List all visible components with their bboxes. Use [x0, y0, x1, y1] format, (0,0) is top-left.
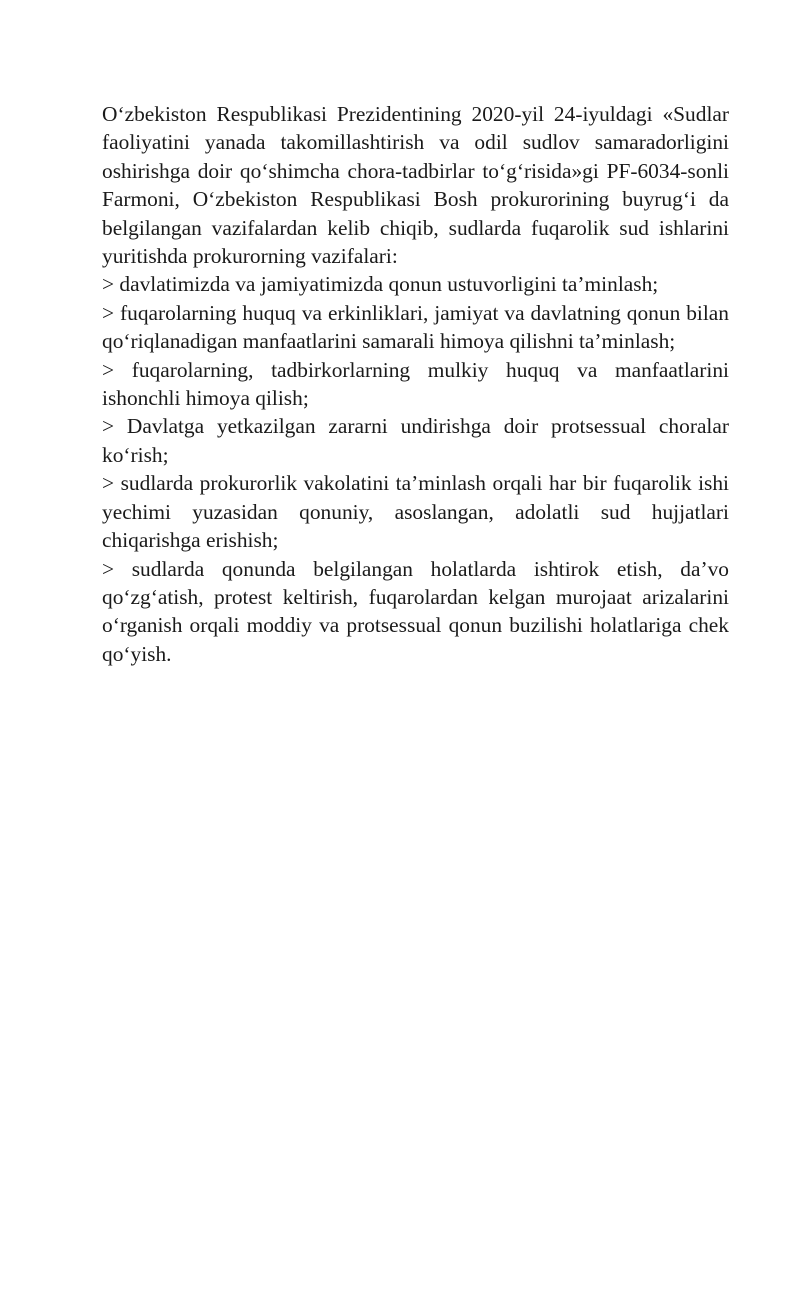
intro-paragraph: O‘zbekiston Respublikasi Prezidentining 2020-yil 24-iyuldagi «Sudlar faoliyatini yanada takomillashtirish va odil sudlov samaradorligini oshirishga doir qo‘shimcha chora-tadbirlar to‘g‘risida»gi PF-6034-sonli Farmoni, O‘zbekiston Respublikasi Bosh prokurorining buyrug‘i da belgilangan vazifalardan kelib chiqib, sudlarda fuqarolik sud ishlarini yuritishda prokurorning vazifalari: — [102, 102, 729, 269]
list-item: > Davlatga yetkazilgan zararni undirishga doir protsessual choralar ko‘rish; — [102, 414, 729, 467]
document-page — [102, 100, 729, 668]
list-item: > sudlarda qonunda belgilangan holatlarda ishtirok etish, da’vo qo‘zg‘atish, protest keltirish, fuqarolardan kelgan murojaat arizalarini o‘rganish orqali moddiy va protsessual qonun buzilishi holatlariga chek qo‘yish. — [102, 556, 729, 666]
list-item: > fuqarolarning, tadbirkorlarning mulkiy huquq va manfaatlarini ishonchli himoya qilish; — [102, 357, 729, 411]
list-item: > fuqarolarning huquq va erkinliklari, jamiyat va davlatning qonun bilan qo‘riqlanadigan manfaatlarini samarali himoya qilishni ta’minlash; — [102, 300, 729, 354]
list-item: > davlatimizda va jamiyatimizda qonun ustuvorligini ta’minlash; — [102, 272, 659, 297]
list-item: > sudlarda prokurorlik vakolatini ta’minlash orqali har bir fuqarolik ishi yechimi yuzasidan qonuniy, asoslangan, adolatli sud hujjatlari chiqarishga erishish; — [102, 471, 729, 553]
